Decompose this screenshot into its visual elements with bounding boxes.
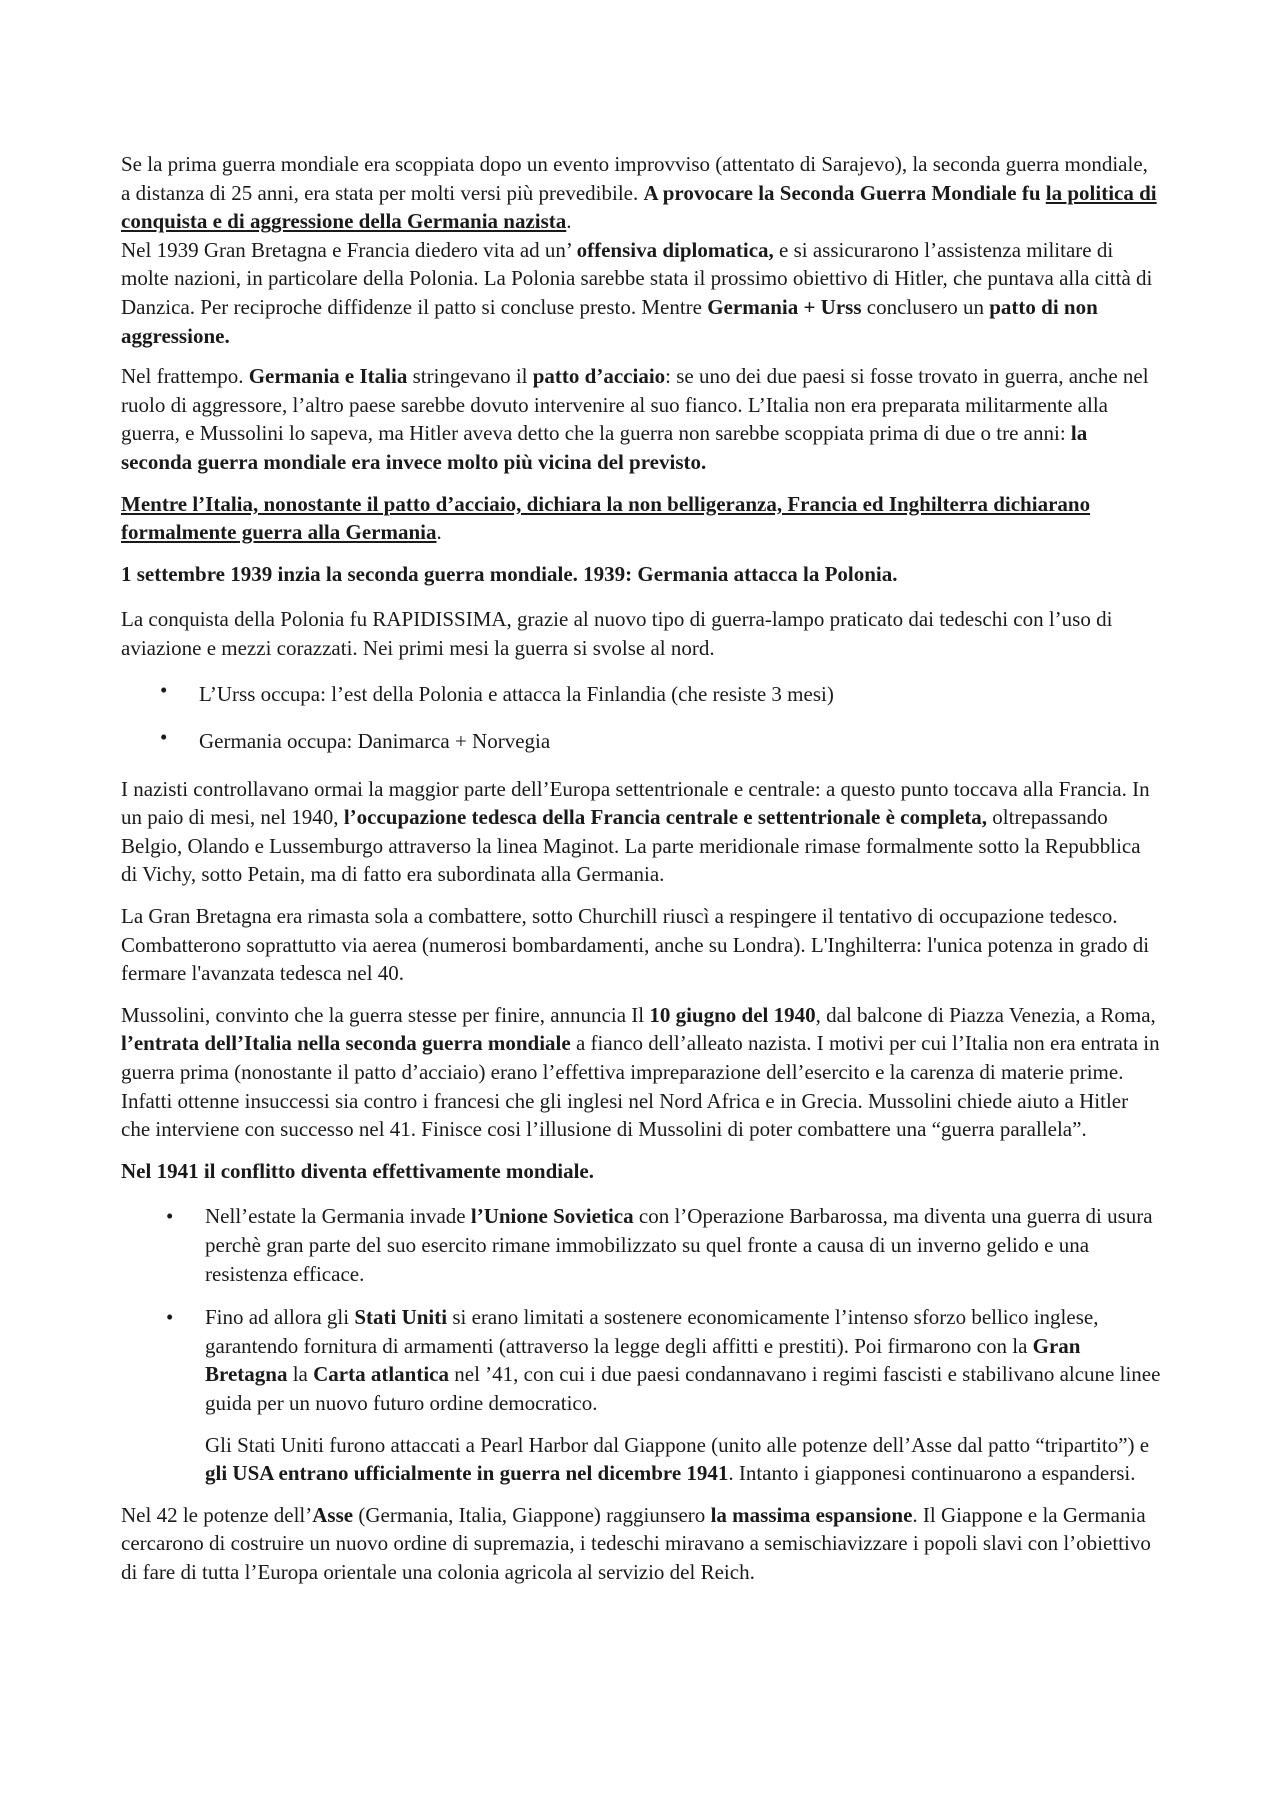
list-item: • Germania occupa: Danimarca + Norvegia	[160, 725, 551, 754]
occupations-list	[121, 677, 1161, 756]
paragraph-asse: Nel 42 le potenze dell’Asse (Germania, Italia, Giappone) raggiunsero la massima espansione. Il Giappone e la Germania cercarono di costruire un nuovo ordine di supremazia, i tedeschi miravano a semischiavizzare i popoli slavi con l’obiettivo di fare di tutta l’Europa orientale una colonia agricola al servizio del Reich.	[121, 1502, 1151, 1584]
paragraph-pearl-harbor: Gli Stati Uniti furono attaccati a Pearl Harbor dal Giappone (unito alle potenze dell’Asse dal patto “tripartito”) e gli USA entrano ufficialmente in guerra nel dicembre 1941. Intanto i giapponesi continuarono a espandersi.	[205, 1432, 1150, 1486]
list-item: • Nell’estate la Germania invade l’Unione Sovietica con l’Operazione Barbarossa, ma diventa una guerra di usura perchè gran parte del suo esercito rimane immobilizzato su quel fronte a causa di un inverno gelido e una resistenza efficace.	[166, 1204, 1153, 1286]
list-item: • Fino ad allora gli Stati Uniti si erano limitati a sostenere economicamente l’intenso sforzo bellico inglese, garantendo fornitura di armamenti (attraverso la legge degli affitti e prestiti). Poi firmarono con la Gran Bretagna la Carta atlantica nel ’41, con cui i due paesi condannavano i regimi fascisti e stabilivano alcune linee guida per un nuovo futuro ordine democratico.	[166, 1305, 1161, 1415]
paragraph-non-belligeranza: Mentre l’Italia, nonostante il patto d’acciaio, dichiara la non belligeranza, Francia ed Inghilterra dichiarano formalmente guerra alla Germania.	[121, 491, 1091, 545]
list-item: • L’Urss occupa: l’est della Polonia e attacca la Finlandia (che resiste 3 mesi)	[160, 677, 834, 706]
paragraph-italia-entra: Mussolini, convinto che la guerra stesse per finire, annuncia Il 10 giugno del 1940, dal balcone di Piazza Venezia, a Roma, l’entrata dell’Italia nella seconda guerra mondiale a fianco dell’alleato nazista. I motivi per cui l’Italia non era entrata in guerra prima (nonostante il patto d’acciaio) erano l’effettiva impreparazione dell’esercito e la carenza di materie prime. Infatti ottenne insuccessi sia contro i francesi che gli inglesi nel Nord Africa e in Grecia. Mussolini chiede aiuto a Hitler che interviene con successo nel 41. Finisce cosi l’illusione di Mussolini di poter combattere una “guerra parallela”.	[121, 1002, 1160, 1142]
bullet-icon: •	[160, 725, 168, 750]
bullet-icon: •	[166, 1204, 174, 1229]
paragraph-intro: Se la prima guerra mondiale era scoppiata dopo un evento improvviso (attentato di Sarajevo), la seconda guerra mondiale, a distanza di 25 anni, era stata per molti versi più prevedibile. A provocare la Seconda Guerra Mondiale fu la politica di conquista e di aggressione della Germania nazista. Nel 1939 Gran Bretagna e Francia diedero vita ad un’ offensiva diplomatica, e si assicurarono l’assistenza militare di molte nazioni, in particolare della Polonia. La Polonia sarebbe stata il prossimo obiettivo di Hitler, che puntava alla città di Danzica. Per reciproche diffidenze il patto si concluse presto. Mentre Germania + Urss conclusero un patto di non aggressione.	[121, 152, 1157, 348]
underlined-heading: Mentre l’Italia, nonostante il patto d’acciaio, dichiara la non belligeranza, Francia ed Inghilterra dichiarano formalmente guerra alla Germania	[121, 491, 1091, 545]
paragraph-francia: I nazisti controllavano ormai la maggior parte dell’Europa settentrionale e centrale: a questo punto toccava alla Francia. In un paio di mesi, nel 1940, l’occupazione tedesca della Francia centrale e settentrionale è completa, oltrepassando Belgio, Olando e Lussemburgo attraverso la linea Maginot. La parte meridionale rimase formalmente sotto la Repubblica di Vichy, sotto Petain, ma di fatto era subordinata alla Germania.	[121, 776, 1150, 887]
paragraph-patto-acciaio: Nel frattempo. Germania e Italia stringevano il patto d’acciaio: se uno dei due paesi si fosse trovato in guerra, anche nel ruolo di aggressore, l’altro paese sarebbe dovuto intervenire al suo fianco. L’Italia non era preparata militarmente alla guerra, e Mussolini lo sapeva, ma Hitler aveva detto che la guerra non sarebbe scoppiata prima di due o tre anni: la seconda guerra mondiale era invece molto più vicina del previsto.	[121, 364, 1149, 474]
underlined-phrase: la politica di conquista e di aggressione della Germania nazista	[121, 180, 1157, 234]
paragraph-gran-bretagna: La Gran Bretagna era rimasta sola a combattere, sotto Churchill riuscì a respingere il tentativo di occupazione tedesco. Combatterono soprattutto via aerea (numerosi bombardamenti, anche su Londra). L'Inghilterra: l'unica potenza in grado di fermare l'avanzata tedesca nel 40.	[121, 904, 1150, 986]
bullet-icon: •	[160, 677, 168, 702]
document-page	[121, 150, 1161, 1600]
paragraph-inizio-guerra: 1 settembre 1939 inzia la seconda guerra mondiale. 1939: Germania attacca la Polonia.	[121, 561, 898, 586]
paragraph-1941: Nel 1941 il conflitto diventa effettivamente mondiale.	[121, 1158, 594, 1183]
bullet-icon: •	[166, 1305, 174, 1330]
paragraph-polonia: La conquista della Polonia fu RAPIDISSIMA, grazie al nuovo tipo di guerra-lampo praticato dai tedeschi con l’uso di aviazione e mezzi corazzati. Nei primi mesi la guerra si svolse al nord.	[121, 607, 1113, 660]
events-1941-list	[121, 1202, 1161, 1417]
